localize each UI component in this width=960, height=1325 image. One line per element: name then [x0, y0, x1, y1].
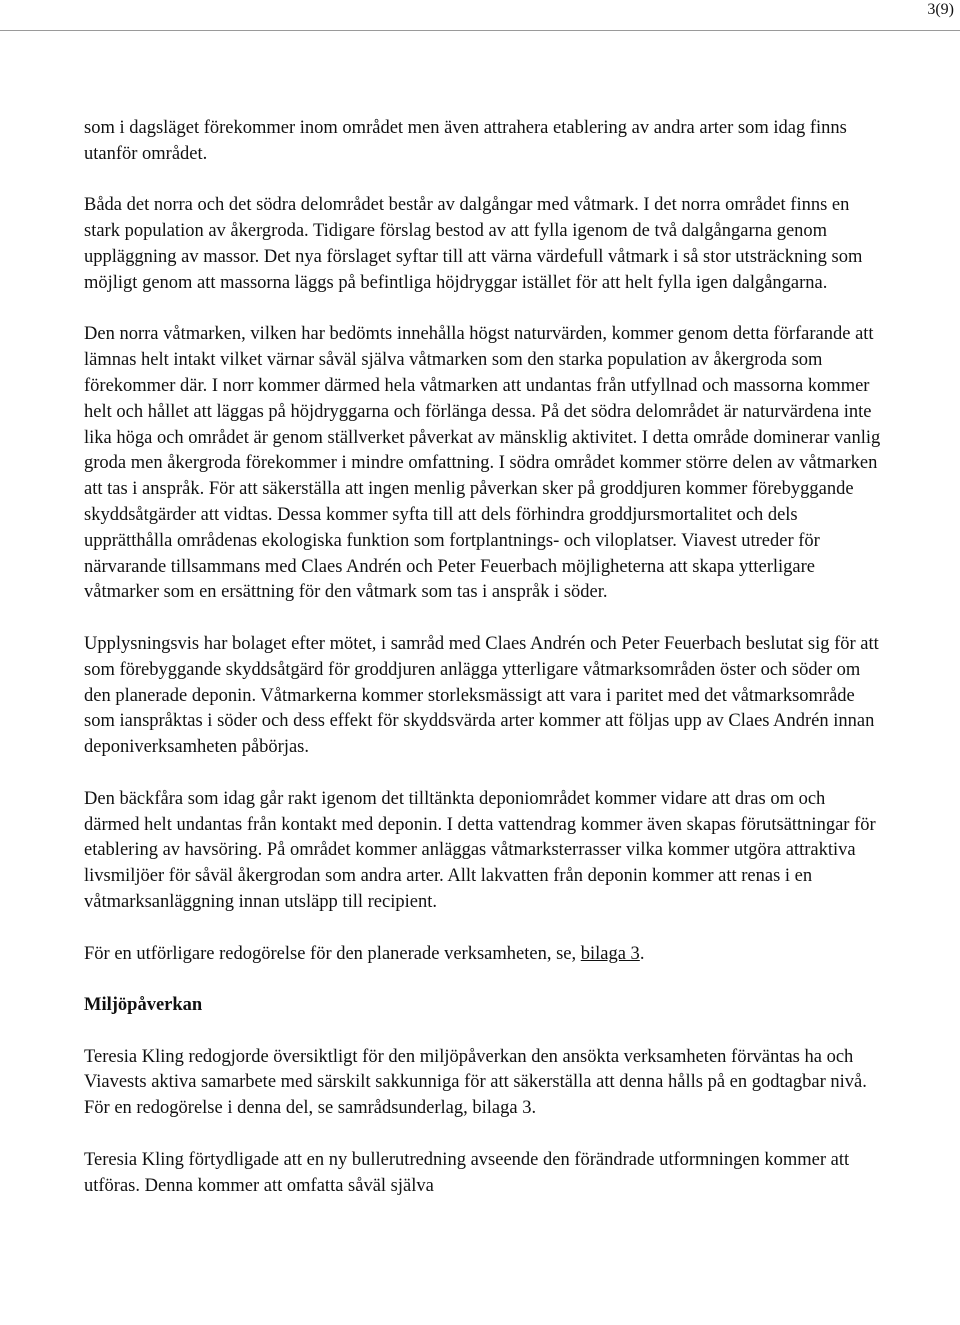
- paragraph-6: [84, 942, 884, 968]
- paragraph-6-text: För en utförligare redogörelse för den planerade verksamheten, se,: [84, 943, 581, 964]
- paragraph-6-end: .: [639, 943, 645, 964]
- section-heading: Miljöpåverkan: [84, 995, 203, 1016]
- document-body: [84, 116, 884, 1199]
- paragraph-4: Upplysningsvis har bolaget efter mötet, i samråd med Claes Andrén och Peter Feuerbach beslutat sig för att som förebyggande skyddsåtgärd för groddjuren anlägga ytterligare våtmarksområden öster och söder om den planerade deponin. Våtmarkerna kommer storleksmässigt att vara i paritet med det våtmarksområde som ianspråktas i söder och dess effekt för skyddsvärda arter kommer att följas upp av Claes Andrén innan deponiverksamheten påbörjas.: [84, 633, 879, 758]
- paragraph-3: Den norra våtmarken, vilken har bedömts innehålla högst naturvärden, kommer genom detta förfarande att lämnas helt intakt vilket värnar såväl själva våtmarken som den starka population av åkergroda som förekommer där. I norr kommer därmed hela våtmarken att undantas från utfyllnad och massorna kommer helt och hållet att läggas på höjdryggarna och förlänga dessa. På det södra delområdet är naturvärdena inte lika höga och området är genom ställverket påverkat av mänsklig aktivitet. I detta område dominerar vanlig groda men åkergroda förekommer i mindre omfattning. I södra området kommer större delen av våtmarken att tas i anspråk. För att säkerställa att ingen menlig påverkan sker på groddjuren kommer förebyggande skyddsåtgärder att vidtas. Dessa kommer syfta till att dels förhindra groddjursmortalitet och dels upprätthålla områdenas ekologiska funktion som fortplantnings- och viloplatser. Viavest utreder för närvarande tillsammans med Claes Andrén och Peter Feuerbach möjligheterna att skapa ytterligare våtmarker som en ersättning för den våtmark som tas i anspråk i söder.: [84, 324, 881, 603]
- page-number: 3(9): [927, 1, 954, 18]
- paragraph-2: Båda det norra och det södra delområdet består av dalgångar med våtmark. I det norra området finns en stark population av åkergroda. Tidigare förslag bestod av att fylla igenom de två dalgångarna genom uppläggning av massor. Det nya förslaget syftar till att värna värdefull våtmark i så stor utsträckning som möjligt genom att massorna läggs på befintliga höjdryggar istället för att helt fylla igen dalgångarna.: [84, 195, 863, 293]
- header-rule: [0, 30, 960, 31]
- paragraph-5: Den bäckfåra som idag går rakt igenom det tilltänkta deponiområdet kommer vidare att dras om och därmed helt undantas från kontakt med deponin. I detta vattendrag kommer även skapas förutsättningar för etablering av havsöring. På området kommer anläggas våtmarksterrasser vilka kommer utgöra attraktiva livsmiljöer för såväl åkergrodan som andra arter. Allt lakvatten från deponin kommer att renas i en våtmarksanläggning innan utsläpp till recipient.: [84, 788, 876, 912]
- paragraph-1: som i dagsläget förekommer inom området men även attrahera etablering av andra arter som idag finns utanför området.: [84, 118, 847, 164]
- paragraph-7: Teresia Kling redogjorde översiktligt för den miljöpåverkan den ansökta verksamheten förväntas ha och Viavests aktiva samarbete med särskilt sakkunniga för att säkerställa att denna hålls på en godtagbar nivå. För en redogörelse i denna del, se samrådsunderlag, bilaga 3.: [84, 1046, 867, 1119]
- paragraph-8: Teresia Kling förtydligade att en ny bullerutredning avseende den förändrade utformningen kommer att utföras. Denna kommer att omfatta såväl själva: [84, 1149, 850, 1196]
- bilaga-3-link[interactable]: bilaga 3: [580, 943, 640, 964]
